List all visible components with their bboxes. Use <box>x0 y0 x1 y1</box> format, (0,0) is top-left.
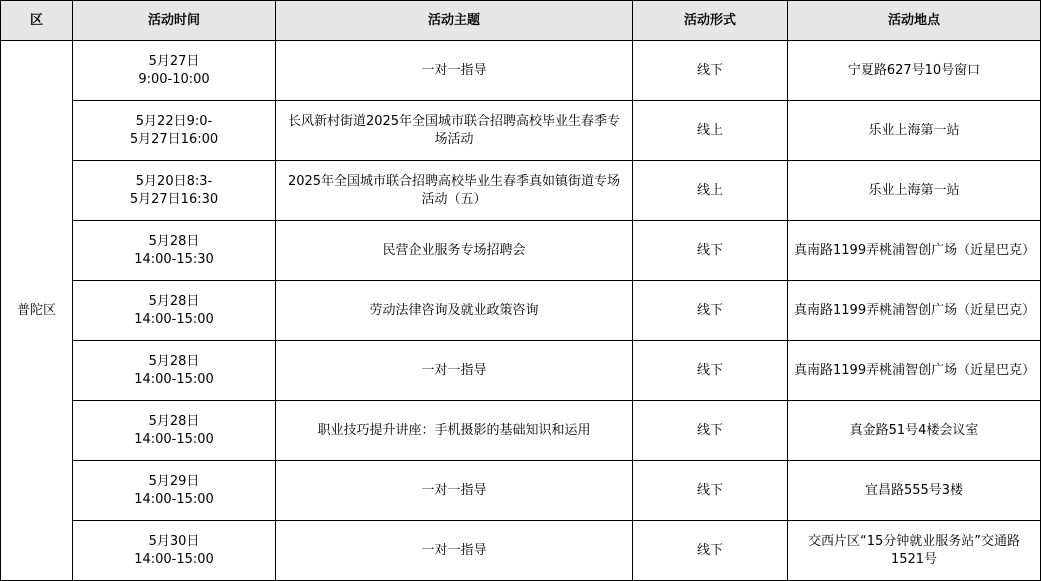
table-row <box>1 161 1041 221</box>
format-cell: 线下 <box>633 341 788 401</box>
time-range: 5月27日16:30 <box>129 191 219 207</box>
header-time: 活动时间 <box>73 1 276 41</box>
location-cell: 乐业上海第一站 <box>788 161 1041 221</box>
time-range: 14:00-15:00 <box>134 491 214 507</box>
format-cell: 线上 <box>633 161 788 221</box>
format-cell: 线下 <box>633 41 788 101</box>
time-date: 5月22日9:0- <box>135 113 213 129</box>
table-row <box>1 281 1041 341</box>
location-cell: 宁夏路627号10号窗口 <box>788 41 1041 101</box>
location-cell: 真南路1199弄桃浦智创广场（近星巴克） <box>788 341 1041 401</box>
header-theme: 活动主题 <box>276 1 633 41</box>
table-row <box>1 221 1041 281</box>
table-row <box>1 341 1041 401</box>
format-cell: 线下 <box>633 521 788 581</box>
time-cell <box>73 401 276 461</box>
theme-cell: 劳动法律咨询及就业政策咨询 <box>276 281 633 341</box>
location-cell: 交西片区“15分钟就业服务站”交通路1521号 <box>788 521 1041 581</box>
time-cell <box>73 221 276 281</box>
format-cell: 线下 <box>633 281 788 341</box>
theme-cell: 民营企业服务专场招聘会 <box>276 221 633 281</box>
district-cell: 普陀区 <box>1 41 73 581</box>
time-range: 14:00-15:00 <box>134 431 214 447</box>
time-date: 5月28日 <box>148 293 200 309</box>
table-row <box>1 401 1041 461</box>
time-cell <box>73 41 276 101</box>
table-row <box>1 521 1041 581</box>
format-cell: 线下 <box>633 221 788 281</box>
time-cell <box>73 161 276 221</box>
time-date: 5月28日 <box>148 353 200 369</box>
theme-cell: 长风新村街道2025年全国城市联合招聘高校毕业生春季专场活动 <box>276 101 633 161</box>
theme-cell: 一对一指导 <box>276 461 633 521</box>
time-date: 5月28日 <box>148 413 200 429</box>
theme-cell: 一对一指导 <box>276 41 633 101</box>
location-cell: 真金路51号4楼会议室 <box>788 401 1041 461</box>
time-date: 5月30日 <box>148 533 200 549</box>
format-cell: 线下 <box>633 461 788 521</box>
time-cell <box>73 281 276 341</box>
time-cell <box>73 101 276 161</box>
time-cell <box>73 341 276 401</box>
format-cell: 线下 <box>633 401 788 461</box>
header-row <box>1 1 1041 41</box>
time-range: 5月27日16:00 <box>129 131 219 147</box>
table-row <box>1 41 1041 101</box>
header-district: 区 <box>1 1 73 41</box>
time-date: 5月20日8:3- <box>135 173 213 189</box>
time-range: 14:00-15:00 <box>134 551 214 567</box>
location-cell: 宜昌路555号3楼 <box>788 461 1041 521</box>
time-date: 5月28日 <box>148 233 200 249</box>
theme-cell: 一对一指导 <box>276 341 633 401</box>
time-range: 14:00-15:00 <box>134 371 214 387</box>
location-cell: 乐业上海第一站 <box>788 101 1041 161</box>
format-cell: 线上 <box>633 101 788 161</box>
location-cell: 真南路1199弄桃浦智创广场（近星巴克） <box>788 221 1041 281</box>
theme-cell: 一对一指导 <box>276 521 633 581</box>
header-format: 活动形式 <box>633 1 788 41</box>
time-range: 9:00-10:00 <box>138 71 210 87</box>
header-location: 活动地点 <box>788 1 1041 41</box>
time-range: 14:00-15:00 <box>134 311 214 327</box>
theme-cell: 2025年全国城市联合招聘高校毕业生春季真如镇街道专场活动（五） <box>276 161 633 221</box>
time-date: 5月29日 <box>148 473 200 489</box>
time-cell <box>73 521 276 581</box>
time-range: 14:00-15:30 <box>134 251 214 267</box>
time-date: 5月27日 <box>148 53 200 69</box>
location-cell: 真南路1199弄桃浦智创广场（近星巴克） <box>788 281 1041 341</box>
table-row <box>1 101 1041 161</box>
table-row <box>1 461 1041 521</box>
time-cell <box>73 461 276 521</box>
theme-cell: 职业技巧提升讲座：手机摄影的基础知识和运用 <box>276 401 633 461</box>
